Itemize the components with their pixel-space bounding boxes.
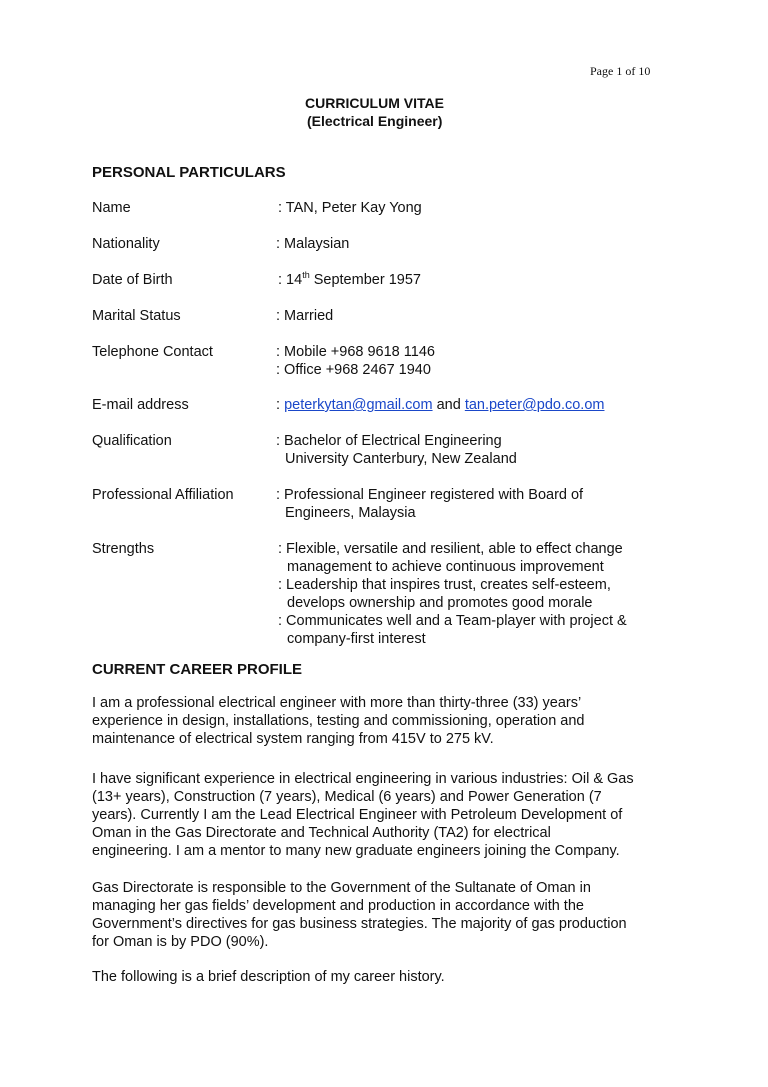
- strengths-label: Strengths: [92, 541, 155, 557]
- affiliation-label: Professional Affiliation: [92, 487, 234, 503]
- title-main: CURRICULUM VITAE: [305, 95, 444, 111]
- nationality-value: : Malaysian: [276, 236, 350, 252]
- page-number: Page 1 of 10: [590, 64, 651, 78]
- qualification-value: [276, 432, 696, 468]
- career-profile-heading: CURRENT CAREER PROFILE: [92, 661, 303, 678]
- email-link-gmail[interactable]: peterkytan@gmail.com: [284, 397, 433, 413]
- marital-label: Marital Status: [92, 308, 181, 324]
- career-paragraph-4: The following is a brief description of my career history.: [92, 969, 445, 985]
- phone-value: [276, 343, 696, 379]
- phone-label: Telephone Contact: [92, 344, 213, 360]
- affiliation-line-1: : Professional Engineer registered with Board of: [276, 487, 584, 503]
- phone-mobile: : Mobile +968 9618 1146: [276, 344, 435, 360]
- strength-item-cont: company-first interest: [287, 631, 426, 647]
- nationality-label: Nationality: [92, 236, 160, 252]
- email-value: : peterkytan@gmail.com and tan.peter@pdo.co.om: [276, 397, 605, 413]
- strength-item: : Flexible, versatile and resilient, able to effect change: [278, 541, 623, 557]
- name-label: Name: [92, 200, 131, 216]
- strengths-value: [278, 540, 698, 648]
- strength-item-cont: develops ownership and promotes good morale: [287, 595, 593, 611]
- dob-value: : 14th September 1957: [278, 270, 421, 288]
- marital-value: : Married: [276, 308, 334, 324]
- title-sub: (Electrical Engineer): [307, 113, 443, 129]
- personal-particulars-heading: PERSONAL PARTICULARS: [92, 164, 286, 181]
- phone-office: : Office +968 2467 1940: [276, 362, 431, 378]
- strength-item: : Communicates well and a Team-player with project &: [278, 613, 627, 629]
- affiliation-line-2: Engineers, Malaysia: [285, 505, 416, 521]
- document-title: [305, 94, 444, 130]
- qualification-degree: : Bachelor of Electrical Engineering: [276, 433, 502, 449]
- email-label: E-mail address: [92, 397, 189, 413]
- qualification-label: Qualification: [92, 433, 172, 449]
- career-paragraph-2: I have significant experience in electrical engineering in various industries: Oil & Gas (13+ years), Construction (7 years), Medical (6 years) and Power Generation (7 years). Currently I am the Lead Electrical Engineer with Petroleum Development of Oman in the Gas Directorate and Technical Authority (TA2) for electrical engineering. I am a mentor to many new graduate engineers joining the Company.: [92, 771, 634, 859]
- career-paragraph-1: I am a professional electrical engineer with more than thirty-three (33) years’ experience in design, installations, testing and commissioning, operation and maintenance of electrical system ranging from 415V to 275 kV.: [92, 695, 585, 747]
- name-value: : TAN, Peter Kay Yong: [278, 200, 422, 216]
- career-paragraph-3: Gas Directorate is responsible to the Government of the Sultanate of Oman in managing her gas fields’ development and production in accordance with the Government’s directives for gas business strategies. The majority of gas production for Oman is by PDO (90%).: [92, 880, 627, 950]
- dob-label: Date of Birth: [92, 272, 173, 288]
- email-link-pdo[interactable]: tan.peter@pdo.co.om: [464, 397, 605, 413]
- strength-item: : Leadership that inspires trust, creates self-esteem,: [278, 577, 611, 593]
- strength-item-cont: management to achieve continuous improvement: [287, 559, 604, 575]
- affiliation-value: [276, 486, 696, 522]
- qualification-university: University Canterbury, New Zealand: [285, 451, 517, 467]
